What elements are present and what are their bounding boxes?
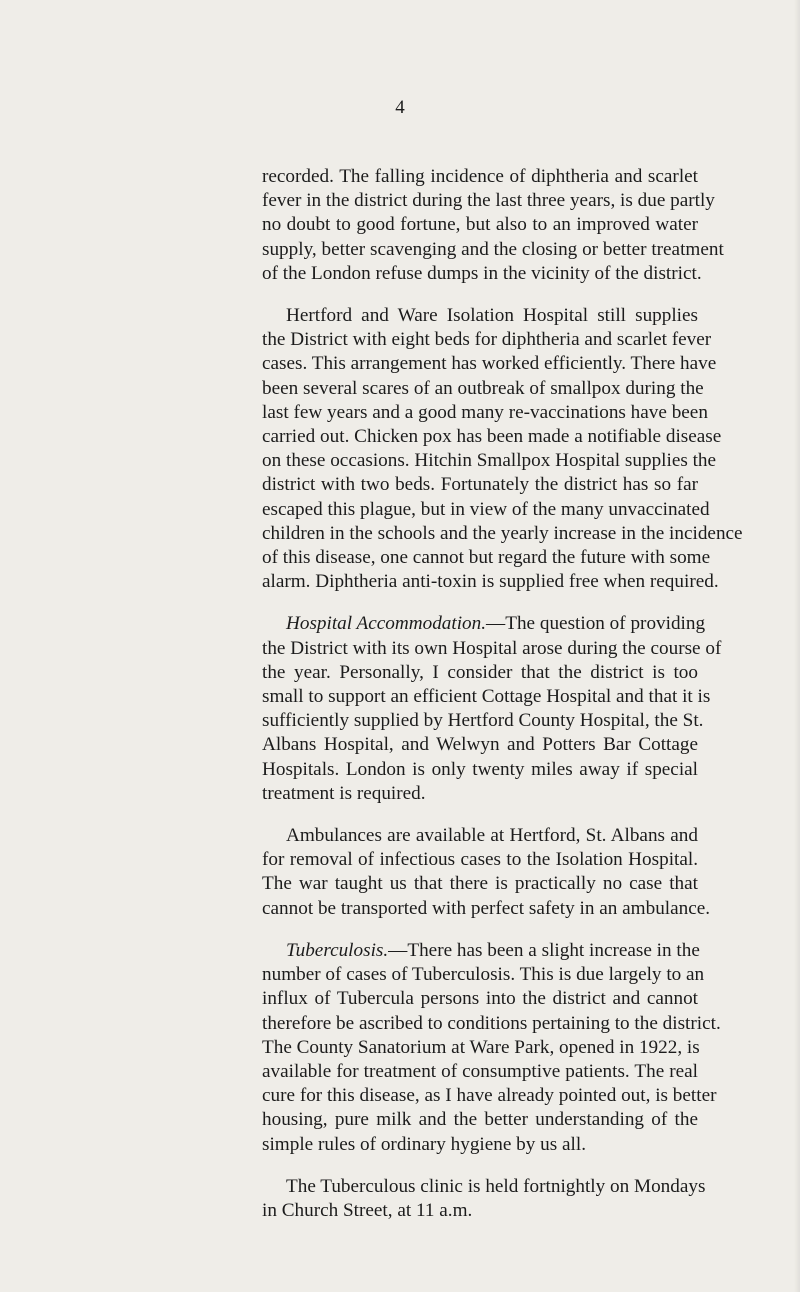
text-line: available for treatment of consumptive patients. The real: [262, 1060, 698, 1082]
text-line: no doubt to good fortune, but also to an improved water: [262, 214, 698, 236]
paragraph-hospital-accommodation: [262, 612, 722, 806]
text-line: cure for this disease, as I have already pointed out, is better: [262, 1085, 717, 1107]
text-line: the year. Personally, I consider that the district is too: [262, 661, 698, 683]
text-line: sufficiently supplied by Hertford County Hospital, the St.: [262, 710, 704, 732]
page-edge-shadow: [794, 0, 800, 1292]
text-line: The Tuberculous clinic is held fortnightly on Mondays: [286, 1175, 706, 1197]
paragraph-ambulances: [262, 824, 711, 921]
text-line-rest: —There has been a slight increase in the: [388, 939, 700, 961]
text-line: supply, better scavenging and the closing or better treatment: [262, 238, 724, 260]
text-line: for removal of infectious cases to the Isolation Hospital.: [262, 849, 698, 871]
text-line: Albans Hospital, and Welwyn and Potters Bar Cottage: [262, 734, 698, 756]
text-line: been several scares of an outbreak of smallpox during the: [262, 377, 704, 399]
text-line: number of cases of Tuberculosis. This is due largely to an: [262, 964, 705, 986]
text-line: escaped this plague, but in view of the many unvaccinated: [262, 498, 710, 520]
text-line: of the London refuse dumps in the vicinity of the district.: [262, 262, 702, 284]
text-line: [262, 612, 706, 636]
text-line: last few years and a good many re-vaccinations have been: [262, 401, 708, 423]
text-line: recorded. The falling incidence of diphtheria and scarlet: [262, 166, 698, 187]
text-line: children in the schools and the yearly increase in the incidence: [262, 522, 743, 544]
text-line: on these occasions. Hitchin Smallpox Hospital supplies the: [262, 450, 717, 472]
text-line: The County Sanatorium at Ware Park, opened in 1922, is: [262, 1036, 700, 1058]
page-number: 4: [395, 97, 405, 118]
text-line: [262, 939, 698, 963]
text-line-rest: —The question of providing: [486, 613, 706, 635]
text-line: influx of Tubercula persons into the district and cannot: [262, 988, 698, 1010]
text-line: the District with eight beds for diphtheria and scarlet fever: [262, 329, 712, 351]
section-heading: Hospital Accommodation.: [286, 613, 487, 635]
paragraph-tuberculosis: [262, 939, 721, 1157]
text-line: housing, pure milk and the better understanding of the: [262, 1109, 698, 1131]
text-line: the District with its own Hospital arose during the course of: [262, 637, 722, 659]
paragraph-tuberculous-clinic: [262, 1175, 706, 1223]
text-line: fever in the district during the last three years, is due partly: [262, 190, 715, 212]
paragraph-diphtheria-decline: [262, 165, 724, 286]
text-line: therefore be ascribed to conditions pertaining to the district.: [262, 1012, 721, 1034]
text-line: simple rules of ordinary hygiene by us all.: [262, 1133, 586, 1155]
text-line: district with two beds. Fortunately the district has so far: [262, 474, 698, 496]
text-line: in Church Street, at 11 a.m.: [262, 1199, 473, 1221]
text-line: Hospitals. London is only twenty miles away if special: [262, 758, 698, 780]
text-line: The war taught us that there is practically no case that: [262, 873, 698, 895]
text-line: cannot be transported with perfect safety in an ambulance.: [262, 897, 711, 919]
text-line: of this disease, one cannot but regard the future with some: [262, 547, 711, 569]
document-body: [262, 165, 743, 1241]
text-line: carried out. Chicken pox has been made a notifiable disease: [262, 426, 722, 448]
text-line: treatment is required.: [262, 782, 426, 804]
text-line: Hertford and Ware Isolation Hospital still supplies: [286, 305, 698, 327]
text-line: cases. This arrangement has worked efficiently. There have: [262, 353, 717, 375]
paragraph-isolation-hospital: [262, 304, 743, 594]
text-line: Ambulances are available at Hertford, St. Albans and: [286, 825, 698, 847]
text-line: alarm. Diphtheria anti-toxin is supplied free when required.: [262, 571, 719, 593]
section-heading: Tuberculosis.: [286, 939, 389, 961]
text-line: small to support an efficient Cottage Hospital and that it is: [262, 686, 711, 708]
